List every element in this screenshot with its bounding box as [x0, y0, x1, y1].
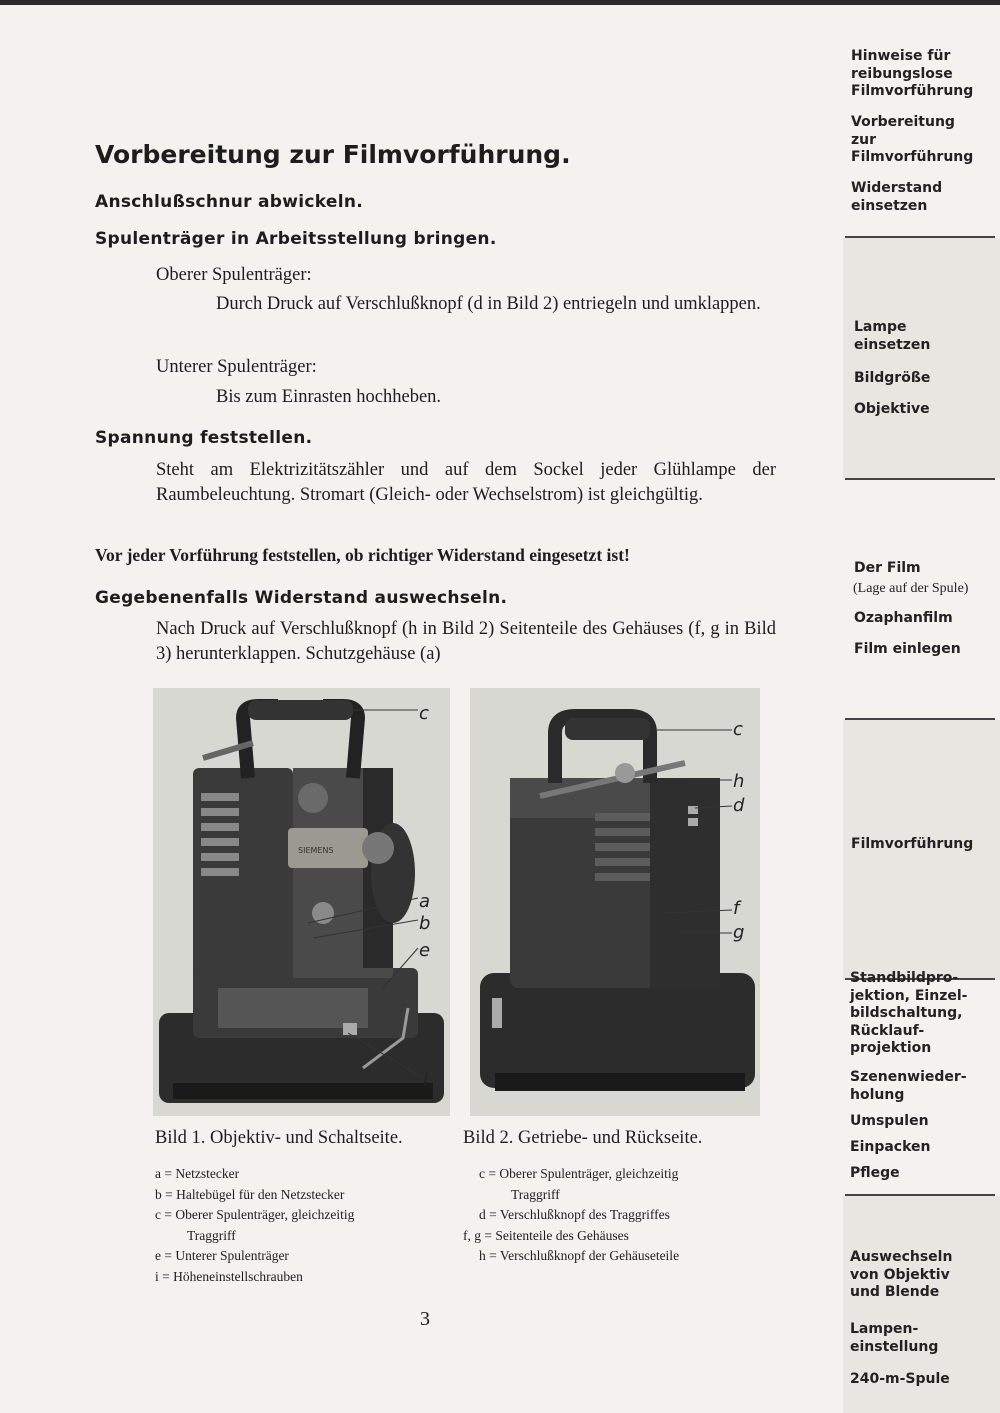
legend-item: Traggriff: [511, 1186, 560, 1202]
thumb-tab-einpacken[interactable]: Einpacken: [850, 1139, 931, 1155]
fig2-label-d: d: [733, 795, 745, 816]
thumb-tab-film-einlegen[interactable]: Film einlegen: [854, 641, 961, 657]
thumb-tab-bg: [843, 238, 1000, 478]
resistor-text: Nach Druck auf Verschlußknopf (h in Bild 2) Seitenteile des Gehäuses (f, g in Bild 3) herunterklappen. Schutzgehäuse (a): [156, 619, 776, 664]
thumb-tab-divider: [845, 236, 995, 238]
lower-reel-text: Bis zum Einrasten hochheben.: [216, 387, 442, 407]
legend-item: h = Verschlußknopf der Gehäuseteile: [479, 1248, 680, 1263]
top-edge: [0, 0, 1000, 5]
legend-item: a = Netzstecker: [155, 1166, 240, 1181]
thumb-tab-240m-spule[interactable]: 240-m-Spule: [850, 1371, 950, 1387]
fig1-label-i: i: [423, 1070, 429, 1091]
projector-front-illustration: [153, 688, 450, 1116]
legend-item: f, g = Seitenteile des Gehäuses: [463, 1227, 629, 1243]
thumb-tab-hinweise[interactable]: Hinweise für reibungslose Filmvorführung: [851, 48, 974, 99]
legend-item: c = Oberer Spulenträger, gleichzeitig: [479, 1166, 679, 1181]
legend-item: b = Haltebügel für den Netzstecker: [155, 1186, 345, 1202]
section-heading-voltage: Spannung feststellen.: [95, 428, 313, 448]
thumb-tab-objektive[interactable]: Objektive: [854, 401, 930, 417]
thumb-tab-vorbereitung[interactable]: Vorbereitung zur Filmvorführung: [851, 114, 974, 165]
thumb-tab-lampeneinstellung[interactable]: Lampen- einstellung: [850, 1321, 939, 1355]
legend-item: e = Unterer Spulenträger: [155, 1248, 289, 1263]
section-heading-reel-arms: Spulenträger in Arbeitsstellung bringen.: [95, 229, 497, 249]
upper-reel-text: Durch Druck auf Verschlußknopf (d in Bild 2) entriegeln und umklappen.: [216, 294, 761, 314]
figure-2-caption: Bild 2. Getriebe- und Rückseite.: [463, 1128, 703, 1148]
fig2-label-f: f: [733, 898, 740, 919]
thumb-tab-divider: [845, 1194, 995, 1196]
section-heading-cord: Anschlußschnur abwickeln.: [95, 192, 364, 212]
upper-reel-label: Oberer Spulenträger:: [156, 265, 312, 285]
thumb-tab-szenenwiederholung[interactable]: Szenenwieder- holung: [850, 1069, 967, 1103]
legend-item: c = Oberer Spulenträger, gleichzeitig: [155, 1207, 355, 1222]
fig1-label-e: e: [419, 940, 431, 961]
fig2-label-g: g: [733, 922, 745, 943]
fig2-label-h: h: [733, 771, 745, 792]
fig1-label-c: c: [419, 703, 429, 724]
page-title: Vorbereitung zur Filmvorführung.: [95, 140, 571, 169]
legend-item: d = Verschlußknopf des Traggriffes: [479, 1207, 670, 1222]
thumb-tab-auswechseln[interactable]: Auswechseln von Objektiv und Blende: [850, 1249, 953, 1300]
thumb-tab-standbild[interactable]: Standbildpro- jektion, Einzel- bildschaltung, Rücklauf- projektion: [850, 970, 968, 1056]
thumb-tab-ozaphanfilm[interactable]: Ozaphanfilm: [854, 610, 953, 626]
projector-back-illustration: [470, 688, 760, 1116]
section-heading-resistor: Gegebenenfalls Widerstand auswechseln.: [95, 588, 508, 608]
thumb-tab-umspulen[interactable]: Umspulen: [850, 1113, 929, 1129]
voltage-text: Steht am Elektrizitätszähler und auf dem Sockel jeder Glühlampe der Raumbeleuchtung. Stromart (Gleich- oder Wechselstrom) ist gleichgültig.: [156, 460, 776, 505]
thumb-tab-pflege[interactable]: Pflege: [850, 1165, 900, 1181]
legend-item: Traggriff: [187, 1227, 236, 1243]
thumb-tab-filmvorfuehrung[interactable]: Filmvorführung: [851, 836, 974, 852]
figure-1-photo: [153, 688, 450, 1116]
figure-1-caption: Bild 1. Objektiv- und Schaltseite.: [155, 1128, 403, 1148]
thumb-tab-widerstand[interactable]: Widerstand einsetzen: [851, 180, 943, 214]
figure-1-legend: [155, 1164, 354, 1287]
legend-item: i = Höheneinstellschrauben: [155, 1268, 303, 1284]
thumb-tab-lampe[interactable]: Lampe einsetzen: [854, 319, 931, 353]
thumb-tab-bildgroesse[interactable]: Bildgröße: [854, 370, 931, 386]
figure-2-photo: [470, 688, 760, 1116]
fig1-label-a: a: [419, 891, 431, 912]
lower-reel-label: Unterer Spulenträger:: [156, 357, 317, 377]
thumb-tab-divider: [845, 718, 995, 720]
thumb-tab-divider: [845, 478, 995, 480]
figure-2-legend: [463, 1164, 679, 1267]
nameplate-text: SIEMENS: [298, 846, 334, 855]
thumb-tab-der-film-note: (Lage auf der Spule): [853, 581, 969, 596]
page-number: 3: [420, 1308, 430, 1330]
warning-line: Vor jeder Vorführung feststellen, ob richtiger Widerstand eingesetzt ist!: [95, 545, 630, 565]
fig2-label-c: c: [733, 719, 743, 740]
fig1-label-b: b: [419, 913, 431, 934]
thumb-tab-der-film[interactable]: Der Film: [854, 560, 921, 576]
